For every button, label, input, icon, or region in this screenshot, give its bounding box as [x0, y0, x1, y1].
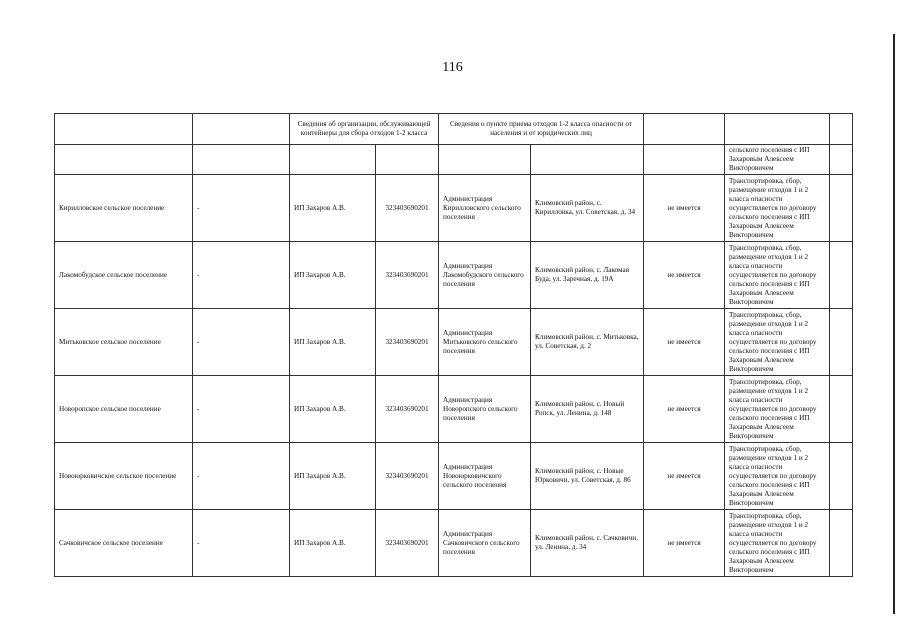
dash-cell: -: [193, 175, 290, 242]
inn-cell: 323403690201: [376, 309, 439, 376]
administration-cell: Администрация Новоропского сельского поселения: [439, 376, 531, 443]
settlement-name-cell: Кирилловское сельское поселение: [55, 175, 193, 242]
dash-cell: -: [193, 242, 290, 309]
organization-cell: ИП Захаров А.В.: [290, 510, 376, 577]
empty-cell: [830, 510, 853, 577]
settlement-name-cell: Новоюрковичское сельское поселение: [55, 443, 193, 510]
table-row: [55, 175, 853, 242]
table-row: [55, 510, 853, 577]
settlement-name-cell: Лакомобудское сельское поселение: [55, 242, 193, 309]
dash-cell: -: [193, 443, 290, 510]
inn-cell: 323403690201: [376, 376, 439, 443]
organization-cell: ИП Захаров А.В.: [290, 242, 376, 309]
table-row: [55, 376, 853, 443]
administration-cell: Администрация Новоюрковичского сельского поселения: [439, 443, 531, 510]
organization-cell: ИП Захаров А.В.: [290, 443, 376, 510]
dash-cell: -: [193, 510, 290, 577]
status-cell: не имеется: [644, 309, 725, 376]
administration-cell: Администрация Митьковского сельского поселения: [439, 309, 531, 376]
status-cell: не имеется: [644, 510, 725, 577]
status-cell: не имеется: [644, 443, 725, 510]
dash-cell: -: [193, 309, 290, 376]
organization-cell: ИП Захаров А.В.: [290, 175, 376, 242]
empty-cell: [830, 309, 853, 376]
service-description-cell: Транспортировка, сбор, размещение отходов 1 и 2 класса опасности осуществляется по договору сельского поселения с ИП Захаровым Алексеем Викторовичем: [725, 510, 830, 577]
empty-cell: [830, 242, 853, 309]
service-description-cell: Транспортировка, сбор, размещение отходов 1 и 2 класса опасности осуществляется по договору сельского поселения с ИП Захаровым Алексеем Викторовичем: [725, 175, 830, 242]
settlement-name-cell: Новоропское сельское поселение: [55, 376, 193, 443]
organization-cell: ИП Захаров А.В.: [290, 309, 376, 376]
waste-collection-table: [54, 113, 853, 577]
administration-cell: Администрация Сачковичского сельского поселения: [439, 510, 531, 577]
organization-cell: ИП Захаров А.В.: [290, 376, 376, 443]
inn-cell: 323403690201: [376, 175, 439, 242]
table-row: [55, 443, 853, 510]
table-row: [55, 242, 853, 309]
continuation-service-cell: сельского поселения с ИП Захаровым Алексеем Викторовичем: [725, 145, 830, 175]
settlement-name-cell: Сачковичское сельское поселение: [55, 510, 193, 577]
service-description-cell: Транспортировка, сбор, размещение отходов 1 и 2 класса опасности осуществляется по договору сельского поселения с ИП Захаровым Алексеем Викторовичем: [725, 242, 830, 309]
table-row: [55, 309, 853, 376]
settlement-name-cell: Митьковское сельское поселение: [55, 309, 193, 376]
inn-cell: 323403690201: [376, 443, 439, 510]
empty-cell: [830, 376, 853, 443]
service-description-cell: Транспортировка, сбор, размещение отходов 1 и 2 класса опасности осуществляется по договору сельского поселения с ИП Захаровым Алексеем Викторовичем: [725, 443, 830, 510]
header-cell-empty: [644, 114, 725, 145]
address-cell: Климовский район, с. Сачковичи, ул. Ленина, д. 34: [531, 510, 644, 577]
header-org-info: Сведения об организации, обслуживающей контейнеры для сбора отходов 1-2 класса: [290, 114, 439, 145]
header-point-info: Сведения о пункте приема отходов 1-2 класса опасности от населения и от юридических лиц: [439, 114, 644, 145]
address-cell: Климовский район, с. Новые Юрковичи, ул. Советская, д. 86: [531, 443, 644, 510]
service-description-cell: Транспортировка, сбор, размещение отходов 1 и 2 класса опасности осуществляется по договору сельского поселения с ИП Захаровым Алексеем Викторовичем: [725, 376, 830, 443]
address-cell: Климовский район, с. Новый Ропск, ул. Ленина, д. 148: [531, 376, 644, 443]
address-cell: Климовский район, с. Лакомая Буда, ул. Заречная, д. 19А: [531, 242, 644, 309]
scan-edge-line: [893, 34, 895, 614]
address-cell: Климовский район, с. Митьковка, ул. Советская, д. 2: [531, 309, 644, 376]
table-header-row: [55, 114, 853, 145]
administration-cell: Администрация Лакомобудского сельского поселения: [439, 242, 531, 309]
header-cell-empty: [725, 114, 830, 145]
status-cell: не имеется: [644, 175, 725, 242]
address-cell: Климовский район, с. Кирилловка, ул. Советская, д. 34: [531, 175, 644, 242]
header-cell-empty: [55, 114, 193, 145]
empty-cell: [830, 175, 853, 242]
page-number: 116: [442, 60, 463, 75]
inn-cell: 323403690201: [376, 242, 439, 309]
service-description-cell: Транспортировка, сбор, размещение отходов 1 и 2 класса опасности осуществляется по договору сельского поселения с ИП Захаровым Алексеем Викторовичем: [725, 309, 830, 376]
status-cell: не имеется: [644, 376, 725, 443]
continuation-row: [55, 145, 853, 175]
inn-cell: 323403690201: [376, 510, 439, 577]
status-cell: не имеется: [644, 242, 725, 309]
dash-cell: -: [193, 376, 290, 443]
header-cell-empty: [193, 114, 290, 145]
administration-cell: Администрация Кирилловского сельского поселения: [439, 175, 531, 242]
empty-cell: [830, 443, 853, 510]
header-cell-empty: [830, 114, 853, 145]
